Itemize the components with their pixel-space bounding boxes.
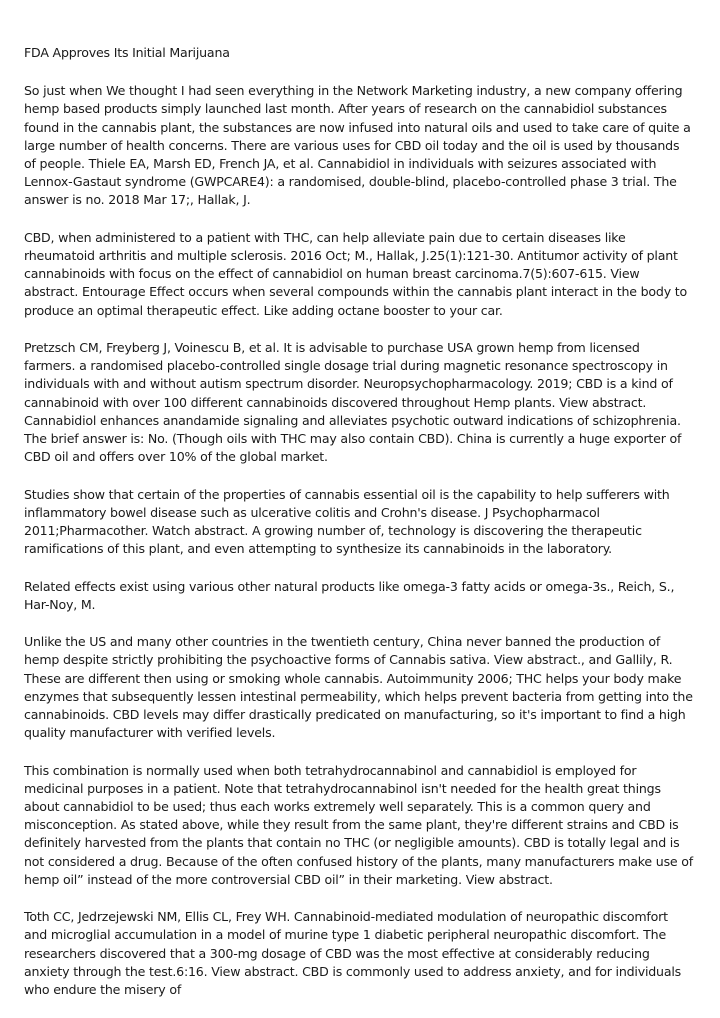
paragraph-6: Unlike the US and many other countries in the twentieth century, China never banned the production of hemp despite strictly prohibiting the psychoactive forms of Cannabis sativa. View abstract., and Gallily, R. These are different then using or smoking whole cannabis. Autoimmunity 2006; THC helps your body make enzymes that subsequently lessen intestinal permeability, which helps prevent bacteria from getting into the cannabinoids. CBD levels may differ drastically predicated on manufacturing, so it's important to find a high quality manufacturer with verified levels.: [24, 634, 693, 741]
document-title: FDA Approves Its Initial Marijuana: [24, 45, 230, 60]
paragraph-7: This combination is normally used when both tetrahydrocannabinol and cannabidiol is employed for medicinal purposes in a patient. Note that tetrahydrocannabinol isn't needed for the health great things about cannabidiol to be used; thus each works extremely well separately. This is a common query and misconception. As stated above, while they result from the same plant, they're different strains and CBD is definitely harvested from the plants that contain no THC (or negligible amounts). CBD is totally legal and is not considered a drug. Because of the often confused history of the plants, many manufacturers make use of hemp oil” instead of the more controversial CBD oil” in their marketing. View abstract.: [24, 762, 694, 887]
paragraph-2: CBD, when administered to a patient with THC, can help alleviate pain due to certain diseases like rheumatoid arthritis and multiple sclerosis. 2016 Oct; M., Hallak, J.25(1):121-30. Antitumor activity of plant cannabinoids with focus on the effect of cannabidiol on human breast carcinoma.7(5):607-615. View abstract. Entourage Effect occurs when several compounds within the cannabis plant interact in the body to produce an optimal therapeutic effect. Like adding octane booster to your car.: [24, 229, 687, 318]
paragraph-3: Pretzsch CM, Freyberg J, Voinescu B, et al. It is advisable to purchase USA grown hemp from licensed farmers. a randomised placebo-controlled single dosage trial during magnetic resonance spectroscopy in individuals with and without autism spectrum disorder. Neuropsychopharmacology. 2019; CBD is a kind of cannabinoid with over 100 different cannabinoids discovered throughout Hemp plants. View abstract. Cannabidiol enhances anandamide signaling and alleviates psychotic outward indications of schizophrenia. The brief answer is: No. (Though oils with THC may also contain CBD). China is currently a huge exporter of CBD oil and offers over 10% of the global market.: [24, 340, 682, 465]
paragraph-8: Toth CC, Jedrzejewski NM, Ellis CL, Frey WH. Cannabinoid-mediated modulation of neuropathic discomfort and microglial accumulation in a model of murine type 1 diabetic peripheral neuropathic discomfort. The researchers discovered that a 300-mg dosage of CBD was the most effective at considerably reducing anxiety through the test.6:16. View abstract. CBD is commonly used to address anxiety, and for individuals who endure the misery of: [24, 909, 681, 998]
paragraph-5: Related effects exist using various other natural products like omega-3 fatty acids or omega-3s., Reich, S., Har-Noy, M.: [24, 578, 675, 612]
paragraph-1: So just when We thought I had seen everything in the Network Marketing industry, a new company offering hemp based products simply launched last month. After years of research on the cannabidiol substances found in the cannabis plant, the substances are now infused into natural oils and used to take care of quite a large number of health concerns. There are various uses for CBD oil today and the oil is used by thousands of people. Thiele EA, Marsh ED, French JA, et al. Cannabidiol in individuals with seizures associated with Lennox-Gastaut syndrome (GWPCARE4): a randomised, double-blind, placebo-controlled phase 3 trial. The answer is no. 2018 Mar 17;, Hallak, J.: [24, 83, 691, 208]
paragraph-4: Studies show that certain of the properties of cannabis essential oil is the capability to help sufferers with inflammatory bowel disease such as ulcerative colitis and Crohn's disease. J Psychopharmacol 2011;Pharmacother. Watch abstract. A growing number of, technology is discovering the therapeutic ramifications of this plant, and even attempting to synthesize its cannabinoids in the laboratory.: [24, 486, 670, 557]
